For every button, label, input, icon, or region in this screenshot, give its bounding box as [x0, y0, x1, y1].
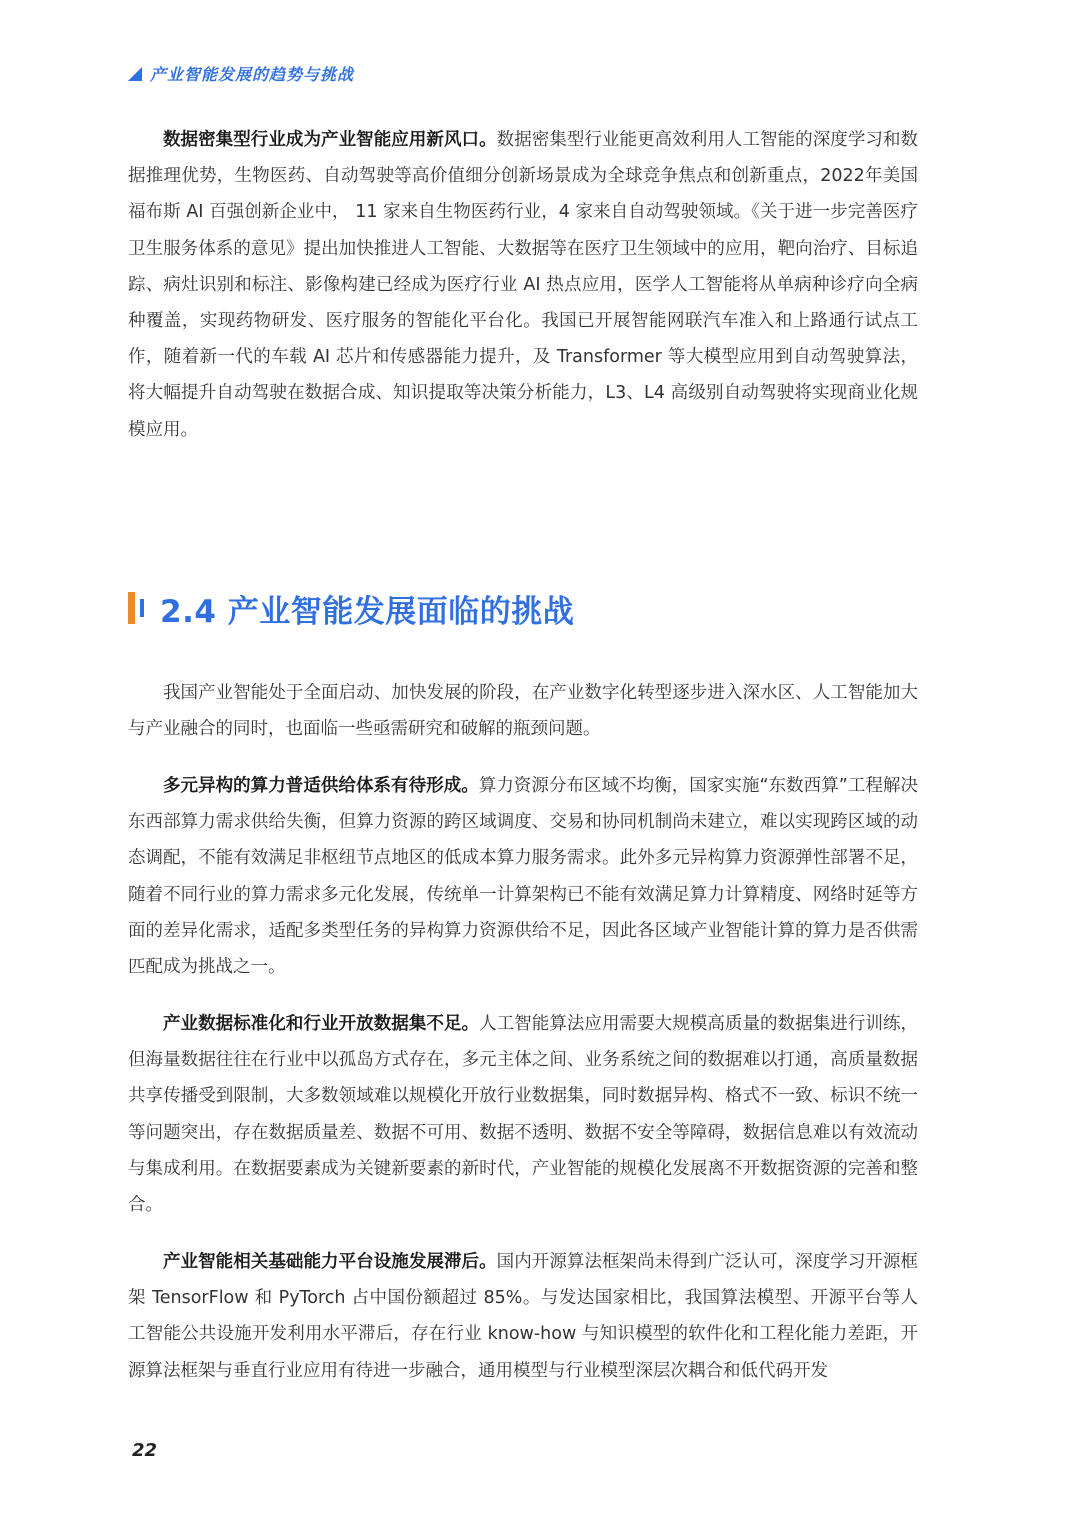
section-heading — [128, 588, 574, 628]
page-number: 22 — [132, 1440, 158, 1461]
section-bar-icon — [128, 592, 144, 624]
paragraph-data-standards — [128, 1006, 918, 1223]
paragraph-lead: 数据密集型行业成为产业智能应用新风口。 — [163, 130, 497, 150]
paragraph-lead: 产业数据标准化和行业开放数据集不足。 — [163, 1014, 480, 1034]
section-title: 2.4 产业智能发展面临的挑战 — [160, 593, 575, 630]
section-intro: 我国产业智能处于全面启动、加快发展的阶段，在产业数字化转型逐步进入深水区、人工智能加大与产业融合的同时，也面临一些亟需研究和破解的瓶颈问题。 — [128, 683, 918, 740]
paragraph-body: 算力资源分布区域不均衡，国家实施“东数西算”工程解决东西部算力需求供给失衡，但算力资源的跨区域调度、交易和协同机制尚未建立，难以实现跨区域的动态调配，不能有效满足非枢纽节点地区的低成本算力服务需求。此外多元异构算力资源弹性部署不足，随着不同行业的算力需求多元化发展，传统单一计算架构已不能有效满足算力计算精度、网络时延等方面的差异化需求，适配多类型任务的异构算力资源供给不足，因此各区域产业智能计算的算力是否供需匹配成为挑战之一。 — [128, 776, 918, 978]
running-header — [128, 60, 354, 86]
paragraph-body: 数据密集型行业能更高效利用人工智能的深度学习和数据推理优势，生物医药、自动驾驶等高价值细分创新场景成为全球竞争焦点和创新重点，2022年美国福布斯 AI 百强创新企业中， 11 家来自生物医药行业，4 家来自自动驾驶领域。《关于进一步完善医疗卫生服务体系的意见》提出加快推进人工智能、大数据等在医疗卫生领域中的应用，靶向治疗、目标追踪、病灶识别和标注、影像构建已经成为医疗行业 AI 热点应用，医学人工智能将从单病种诊疗向全病种覆盖，实现药物研发、医疗服务的智能化平台化。我国已开展智能网联汽车准入和上路通行试点工作，随着新一代的车载 AI 芯片和传感器能力提升，及 Transformer 等大模型应用到自动驾驶算法，将大幅提升自动驾驶在数据合成、知识提取等决策分析能力，L3、L4 高级别自动驾驶将实现商业化规模应用。 — [128, 130, 919, 440]
paragraph-lead: 产业智能相关基础能力平台设施发展滞后。 — [163, 1252, 497, 1272]
paragraph-lead: 多元异构的算力普适供给体系有待形成。 — [163, 776, 479, 796]
triangle-marker-icon — [128, 67, 142, 81]
paragraph-computing-power — [128, 768, 918, 985]
paragraph-data-intensive — [128, 122, 918, 448]
running-header-title: 产业智能发展的趋势与挑战 — [150, 64, 355, 84]
paragraph-platform-infrastructure — [128, 1244, 918, 1389]
paragraph-body: 国内开源算法框架尚未得到广泛认可，深度学习开源框架 TensorFlow 和 PyTorch 占中国份额超过 85%。与发达国家相比，我国算法模型、开源平台等人工智能公共设施开发利用水平滞后，存在行业 know-how 与知识模型的软件化和工程化能力差距，开源算法框架与垂直行业应用有待进一步融合，通用模型与行业模型深层次耦合和低代码开发 — [128, 1252, 919, 1381]
paragraph-body: 人工智能算法应用需要大规模高质量的数据集进行训练，但海量数据往往在行业中以孤岛方式存在，多元主体之间、业务系统之间的数据难以打通，高质量数据共享传播受到限制，大多数领域难以规模化开放行业数据集，同时数据异构、格式不一致、标识不统一等问题突出，存在数据质量差、数据不可用、数据不透明、数据不安全等障碍，数据信息难以有效流动与集成利用。在数据要素成为关键新要素的新时代，产业智能的规模化发展离不开数据资源的完善和整合。 — [128, 1014, 919, 1216]
